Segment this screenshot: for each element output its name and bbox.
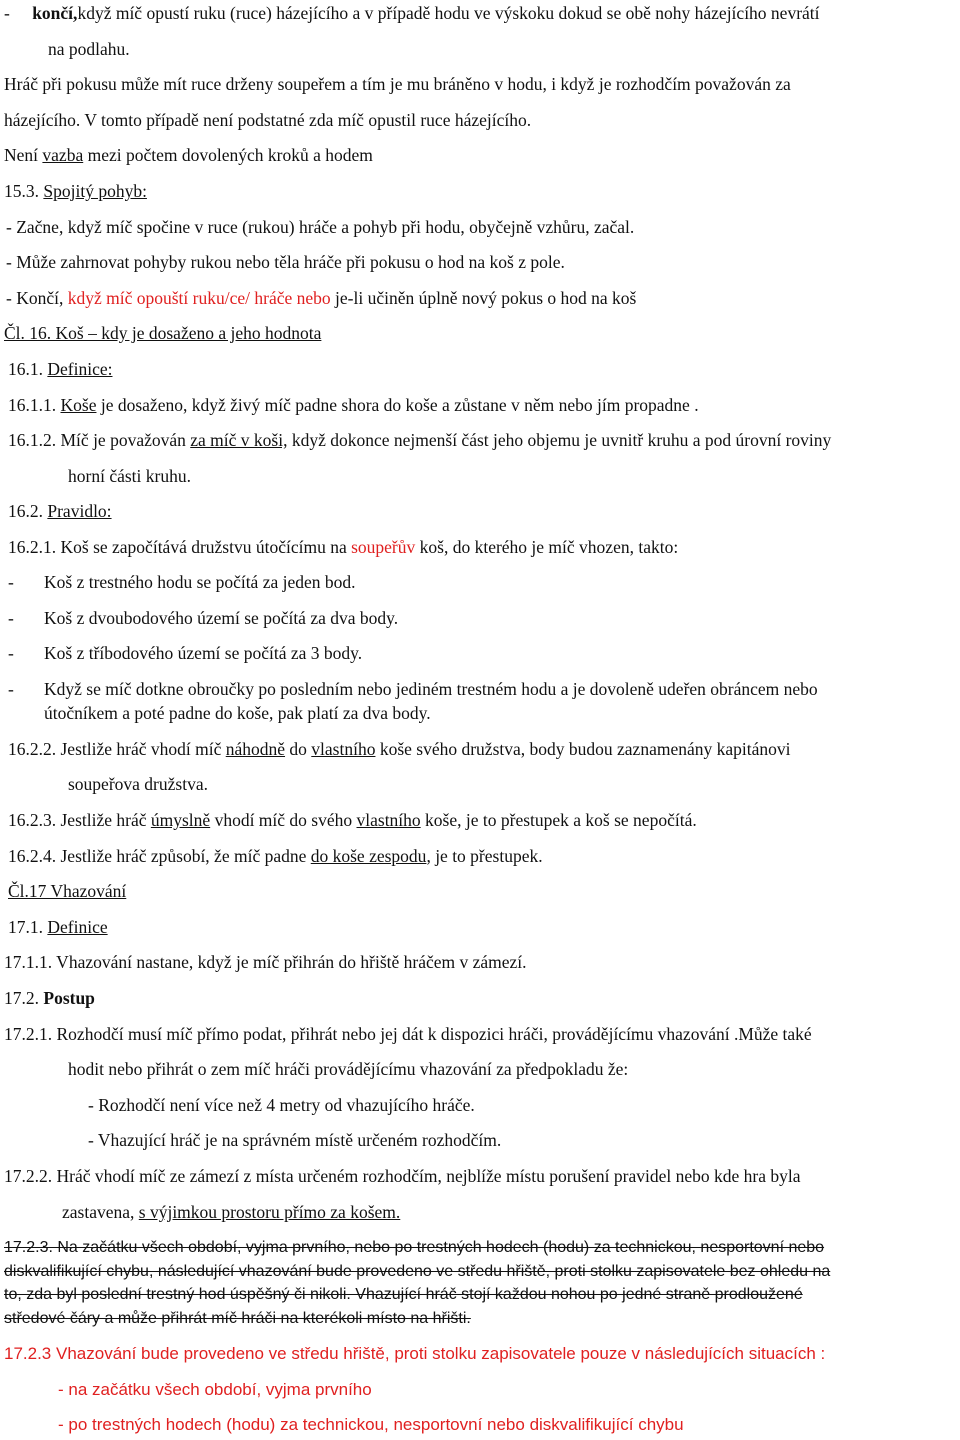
list-dash: - (8, 572, 14, 592)
list-item (44, 572, 356, 592)
text: 16.2.4. Jestliže hráč způsobí, že míč padne (8, 846, 311, 866)
section-number: 16.1.1. (8, 395, 61, 415)
list-item (44, 679, 818, 699)
text-line (4, 181, 147, 201)
text-line (8, 501, 112, 521)
text: , je to přestupek. (426, 846, 543, 866)
deleted-text-line: 17.2.3. Na začátku všech období, vyjma prvního, nebo po trestných hodech (hodu) za technickou, nesportovní nebo (4, 1239, 825, 1256)
text-line (4, 110, 531, 130)
text-line (8, 537, 678, 557)
text: 17.1.1. Vhazování nastane, když je míč přihrán do hřiště hráčem v zámezí. (4, 952, 527, 972)
text: - Rozhodčí není více než 4 metry od vhazujícího hráče. (88, 1095, 475, 1115)
text: Čl. 16. Koš – kdy je dosaženo a jeho hodnota (4, 323, 322, 343)
list-dash: - (8, 679, 14, 699)
text: když dokonce nejmenší část jeho objemu je uvnitř kruhu a pod úrovní roviny (287, 430, 832, 450)
text-line (68, 774, 208, 794)
text-line (4, 988, 95, 1008)
section-title: Pravidlo: (47, 501, 112, 521)
text-line (6, 252, 565, 272)
section-title: Definice: (47, 359, 113, 379)
text: hodit nebo přihrát o zem míč hráči provádějícímu vhazování za předpokladu že: (68, 1059, 629, 1079)
underlined-term: náhodně (225, 739, 286, 759)
deleted-text-line: to, zda byl poslední trestný hod úspěšný či nikoli. Vhazující hráč stojí každou nohou po jedné straně prodloužené (4, 1286, 803, 1303)
deleted-text-line: středové čáry a může přihrát míč hráči na kterékoli místo na hřišti. (4, 1310, 471, 1327)
text: házejícího. V tomto případě není podstatné zda míč opustil ruce házejícího. (4, 110, 532, 130)
article-heading (8, 881, 126, 901)
text: Čl.17 Vhazování (8, 881, 127, 901)
section-number: 16.1. (8, 359, 48, 379)
section-title: Spojitý pohyb: (43, 181, 147, 201)
text: 16.2.1. Koš se započítává družstvu útočícímu na (8, 537, 352, 557)
text-line (68, 466, 191, 486)
text: na podlahu. (48, 39, 130, 59)
text: koše, je to přestupek a koš se nepočítá. (420, 810, 697, 830)
text: 17.2.1. Rozhodčí musí míč přímo podat, přihrát nebo jej dát k dispozici hráči, provádějícímu vhazování .Může také (4, 1024, 812, 1044)
underlined-term: vazba (42, 145, 84, 165)
section-number: 15.3. (4, 181, 44, 201)
text: Hráč při pokusu může mít ruce drženy soupeřem a tím je mu bráněno v hodu, i když je rozhodčím považován za (4, 74, 791, 94)
text: vhodí míč do svého (210, 810, 357, 830)
underlined-term: za míč v koši, (190, 430, 288, 450)
text: Koš z tříbodového území se počítá za 3 body. (44, 643, 363, 663)
list-dash: - (8, 608, 14, 628)
text-line (8, 917, 108, 937)
text: horní části kruhu. (68, 466, 191, 486)
text-line (6, 217, 634, 237)
inserted-text-line: - po trestných hodech (hodu) za technickou, nesportovní nebo diskvalifikující chybu (58, 1415, 684, 1434)
text-line (8, 430, 831, 450)
bold-term: Postup (43, 988, 95, 1008)
text: 16.1.2. Míč je považován (8, 430, 191, 450)
article-heading (4, 323, 321, 343)
text: je dosaženo, když živý míč padne shora do koše a zůstane v něm nebo jím propadne . (96, 395, 699, 415)
text: soupeřova družstva. (68, 774, 208, 794)
section-number: 17.2. (4, 988, 44, 1008)
text-line (4, 1166, 800, 1186)
text-line (4, 74, 791, 94)
inserted-text: když míč opouští ruku/ce/ hráče nebo (67, 288, 331, 308)
text-line (8, 739, 790, 759)
underlined-term: s výjimkou prostoru přímo za košem. (138, 1202, 401, 1222)
inserted-text: soupeřův (351, 537, 416, 557)
list-item (44, 703, 431, 723)
underlined-term: vlastního (311, 739, 376, 759)
text: Není (4, 145, 43, 165)
text: - Může zahrnovat pohyby rukou nebo těla hráče při pokusu o hod na koš z pole. (6, 252, 565, 272)
inserted-text-line: - na začátku všech období, vyjma prvního (58, 1380, 372, 1399)
list-dash: - (8, 643, 14, 663)
text-line (4, 952, 527, 972)
text: - Začne, když míč spočine v ruce (rukou) hráče a pohyb při hodu, obyčejně vzhůru, začal. (6, 217, 635, 237)
text-line (4, 3, 820, 23)
text-line (4, 1024, 812, 1044)
underlined-term: vlastního (356, 810, 421, 830)
text: Koš z dvoubodového území se počítá za dva body. (44, 608, 399, 628)
bold-term: končí, (32, 3, 78, 23)
text: Když se míč dotkne obroučky po posledním nebo jediném trestném hodu a je dovoleně udeřen obráncem nebo (44, 679, 818, 699)
text-line (88, 1130, 501, 1150)
text-line (62, 1202, 400, 1222)
list-item (44, 608, 398, 628)
text: do (285, 739, 312, 759)
underlined-term: úmyslně (150, 810, 211, 830)
text-line (8, 846, 543, 866)
inserted-text-line: 17.2.3 Vhazování bude provedeno ve středu hřiště, proti stolku zapisovatele pouze v následujících situacích : (4, 1344, 826, 1363)
text: 16.2.3. Jestliže hráč (8, 810, 151, 830)
text-line (4, 145, 373, 165)
text: 17.2.2. Hráč vhodí míč ze zámezí z místa určeném rozhodčím, nejblíže místu porušení pravidel nebo kde hra byla (4, 1166, 801, 1186)
text-line (6, 288, 636, 308)
section-number: 16.2. (8, 501, 48, 521)
section-number: 17.1. (8, 917, 48, 937)
underlined-term: do koše zespodu (310, 846, 427, 866)
section-title: Definice (47, 917, 108, 937)
text-line (8, 810, 697, 830)
dash: - (4, 3, 15, 23)
text: útočníkem a poté padne do koše, pak platí za dva body. (44, 703, 431, 723)
list-item (44, 643, 362, 663)
text-line (48, 39, 130, 59)
text: koš, do kterého je míč vhozen, takto: (415, 537, 679, 557)
text-line (68, 1059, 628, 1079)
text-line (8, 395, 699, 415)
text: zastavena, (62, 1202, 139, 1222)
underlined-term: Koše (60, 395, 97, 415)
text: koše svého družstva, body budou zaznamenány kapitánovi (375, 739, 791, 759)
text: když míč opustí ruku (ruce) házejícího a v případě hodu ve výskoku dokud se obě nohy házejícího nevrátí (77, 3, 820, 23)
text-line (88, 1095, 475, 1115)
deleted-text-line: diskvalifikující chybu, následující vhazování bude provedeno ve středu hřiště, proti stolku zapisovatele bez ohledu na (4, 1263, 831, 1280)
text: mezi počtem dovolených kroků a hodem (83, 145, 373, 165)
text: je-li učiněn úplně nový pokus o hod na koš (330, 288, 637, 308)
text: - Vhazující hráč je na správném místě určeném rozhodčím. (88, 1130, 502, 1150)
text: 16.2.2. Jestliže hráč vhodí míč (8, 739, 226, 759)
text: - Končí, (6, 288, 68, 308)
text-line (8, 359, 112, 379)
text: Koš z trestného hodu se počítá za jeden bod. (44, 572, 356, 592)
